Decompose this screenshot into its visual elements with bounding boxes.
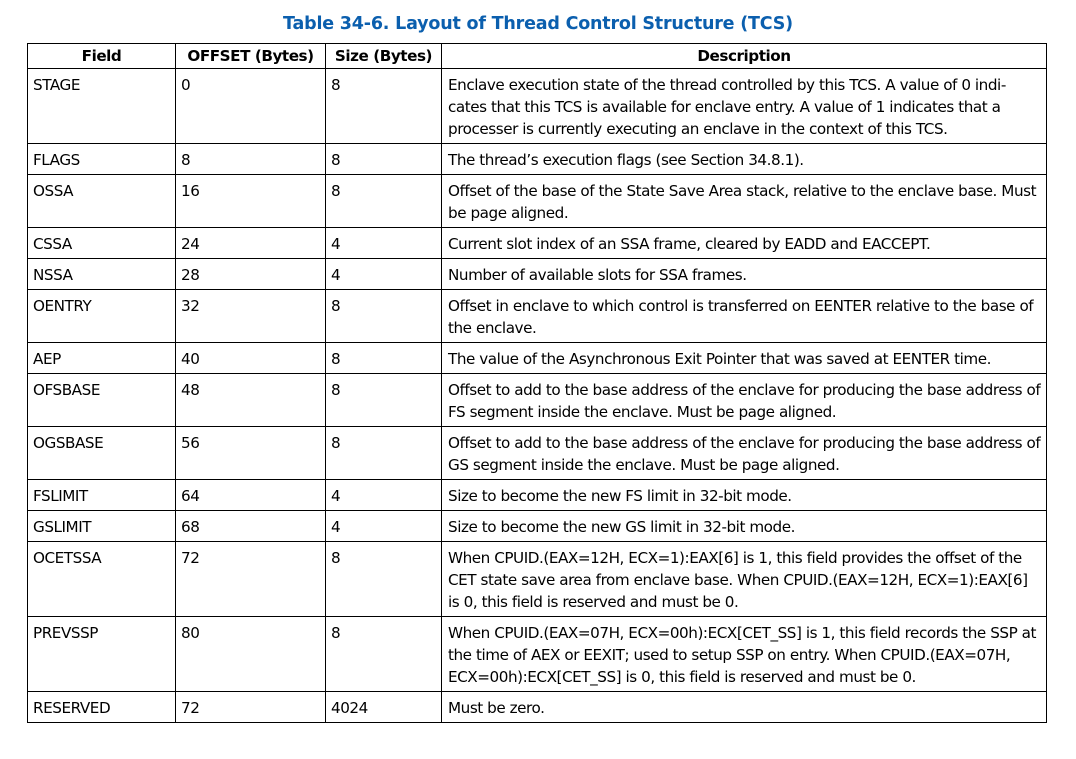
column-header-offset: OFFSET (Bytes) [176,44,326,69]
tcs-layout-table [27,43,1047,723]
offset-cell: 40 [176,343,326,374]
size-cell: 4 [326,511,442,542]
table-row [28,259,1047,290]
table-row [28,144,1047,175]
column-header-size: Size (Bytes) [326,44,442,69]
field-cell: OCETSSA [28,542,176,617]
table-row [28,511,1047,542]
description-cell: Offset to add to the base address of the enclave for producing the base address of FS segment inside the enclave. Must be page aligned. [442,374,1047,427]
offset-cell: 64 [176,480,326,511]
table-title: Table 34-6. Layout of Thread Control Structure (TCS) [283,14,793,34]
description-cell: Enclave execution state of the thread controlled by this TCS. A value of 0 indi-cates that this TCS is available for enclave entry. A value of 1 indicates that a processer is currently executing an enclave in the context of this TCS. [442,69,1047,144]
description-cell: Current slot index of an SSA frame, cleared by EADD and EACCEPT. [442,228,1047,259]
column-header-field: Field [28,44,176,69]
table-row [28,617,1047,692]
table-row [28,228,1047,259]
offset-cell: 32 [176,290,326,343]
size-cell: 4 [326,480,442,511]
table-row [28,427,1047,480]
offset-cell: 24 [176,228,326,259]
offset-cell: 28 [176,259,326,290]
size-cell: 4024 [326,692,442,723]
description-cell: Number of available slots for SSA frames. [442,259,1047,290]
offset-cell: 16 [176,175,326,228]
offset-cell: 72 [176,542,326,617]
table-row [28,480,1047,511]
table-row [28,374,1047,427]
field-cell: OENTRY [28,290,176,343]
offset-cell: 8 [176,144,326,175]
field-cell: AEP [28,343,176,374]
field-cell: PREVSSP [28,617,176,692]
size-cell: 8 [326,290,442,343]
size-cell: 4 [326,259,442,290]
size-cell: 8 [326,542,442,617]
description-cell: Size to become the new GS limit in 32-bit mode. [442,511,1047,542]
table-row [28,692,1047,723]
size-cell: 8 [326,617,442,692]
description-cell: Offset in enclave to which control is transferred on EENTER relative to the base of the enclave. [442,290,1047,343]
field-cell: NSSA [28,259,176,290]
description-cell: Offset to add to the base address of the enclave for producing the base address of GS segment inside the enclave. Must be page aligned. [442,427,1047,480]
offset-cell: 48 [176,374,326,427]
field-cell: RESERVED [28,692,176,723]
table-row [28,542,1047,617]
table-row [28,175,1047,228]
size-cell: 4 [326,228,442,259]
field-cell: GSLIMIT [28,511,176,542]
field-cell: FSLIMIT [28,480,176,511]
column-header-description: Description [442,44,1047,69]
offset-cell: 56 [176,427,326,480]
table-row [28,343,1047,374]
description-cell: Must be zero. [442,692,1047,723]
description-cell: When CPUID.(EAX=12H, ECX=1):EAX[6] is 1, this field provides the offset of the CET state save area from enclave base. When CPUID.(EAX=12H, ECX=1):EAX[6] is 0, this field is reserved and must be 0. [442,542,1047,617]
field-cell: STAGE [28,69,176,144]
field-cell: OGSBASE [28,427,176,480]
offset-cell: 80 [176,617,326,692]
table-body [28,69,1047,723]
field-cell: FLAGS [28,144,176,175]
table-row [28,290,1047,343]
size-cell: 8 [326,427,442,480]
field-cell: OFSBASE [28,374,176,427]
field-cell: CSSA [28,228,176,259]
size-cell: 8 [326,343,442,374]
table-header-row [28,44,1047,69]
table-row [28,69,1047,144]
offset-cell: 72 [176,692,326,723]
size-cell: 8 [326,69,442,144]
description-cell: The value of the Asynchronous Exit Pointer that was saved at EENTER time. [442,343,1047,374]
description-cell: Size to become the new FS limit in 32-bit mode. [442,480,1047,511]
field-cell: OSSA [28,175,176,228]
size-cell: 8 [326,175,442,228]
description-cell: Offset of the base of the State Save Area stack, relative to the enclave base. Must be page aligned. [442,175,1047,228]
offset-cell: 0 [176,69,326,144]
description-cell: The thread’s execution flags (see Section 34.8.1). [442,144,1047,175]
offset-cell: 68 [176,511,326,542]
size-cell: 8 [326,144,442,175]
size-cell: 8 [326,374,442,427]
description-cell: When CPUID.(EAX=07H, ECX=00h):ECX[CET_SS] is 1, this field records the SSP at the time of AEX or EEXIT; used to setup SSP on entry. When CPUID.(EAX=07H, ECX=00h):ECX[CET_SS] is 0, this field is reserved and must be 0. [442,617,1047,692]
